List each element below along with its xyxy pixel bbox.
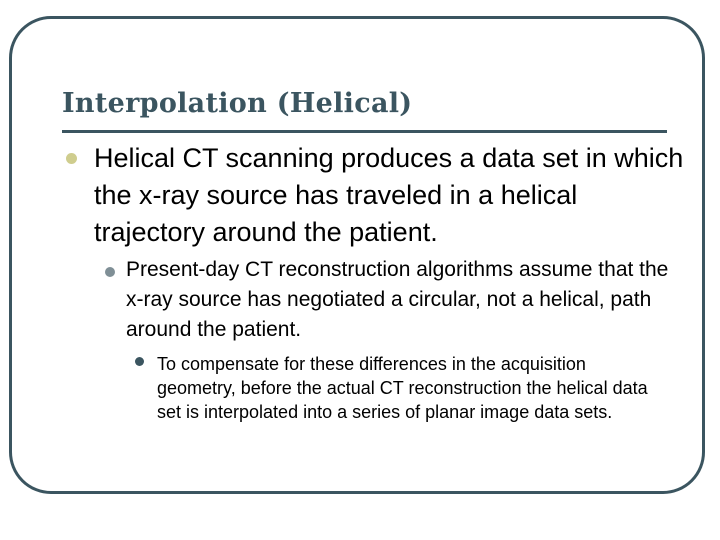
slide-title: Interpolation (Helical) — [62, 88, 413, 119]
bullet-level1-icon — [66, 153, 77, 164]
bullet-level1-text: Helical CT scanning produces a data set in which the x-ray source has traveled in a helical trajectory around the patient. — [94, 143, 684, 247]
bullet-level2-icon — [105, 267, 115, 277]
bullet-level2-text: Present-day CT reconstruction algorithms assume that the x-ray source has negotiated a circular, not a helical, path around the patient. — [126, 258, 669, 341]
bullet-level3-icon — [135, 357, 144, 366]
bullet-level3-text: To compensate for these differences in the acquisition geometry, before the actual CT reconstruction the helical data set is interpolated into a series of planar image data sets. — [157, 354, 648, 422]
title-divider — [62, 130, 667, 133]
